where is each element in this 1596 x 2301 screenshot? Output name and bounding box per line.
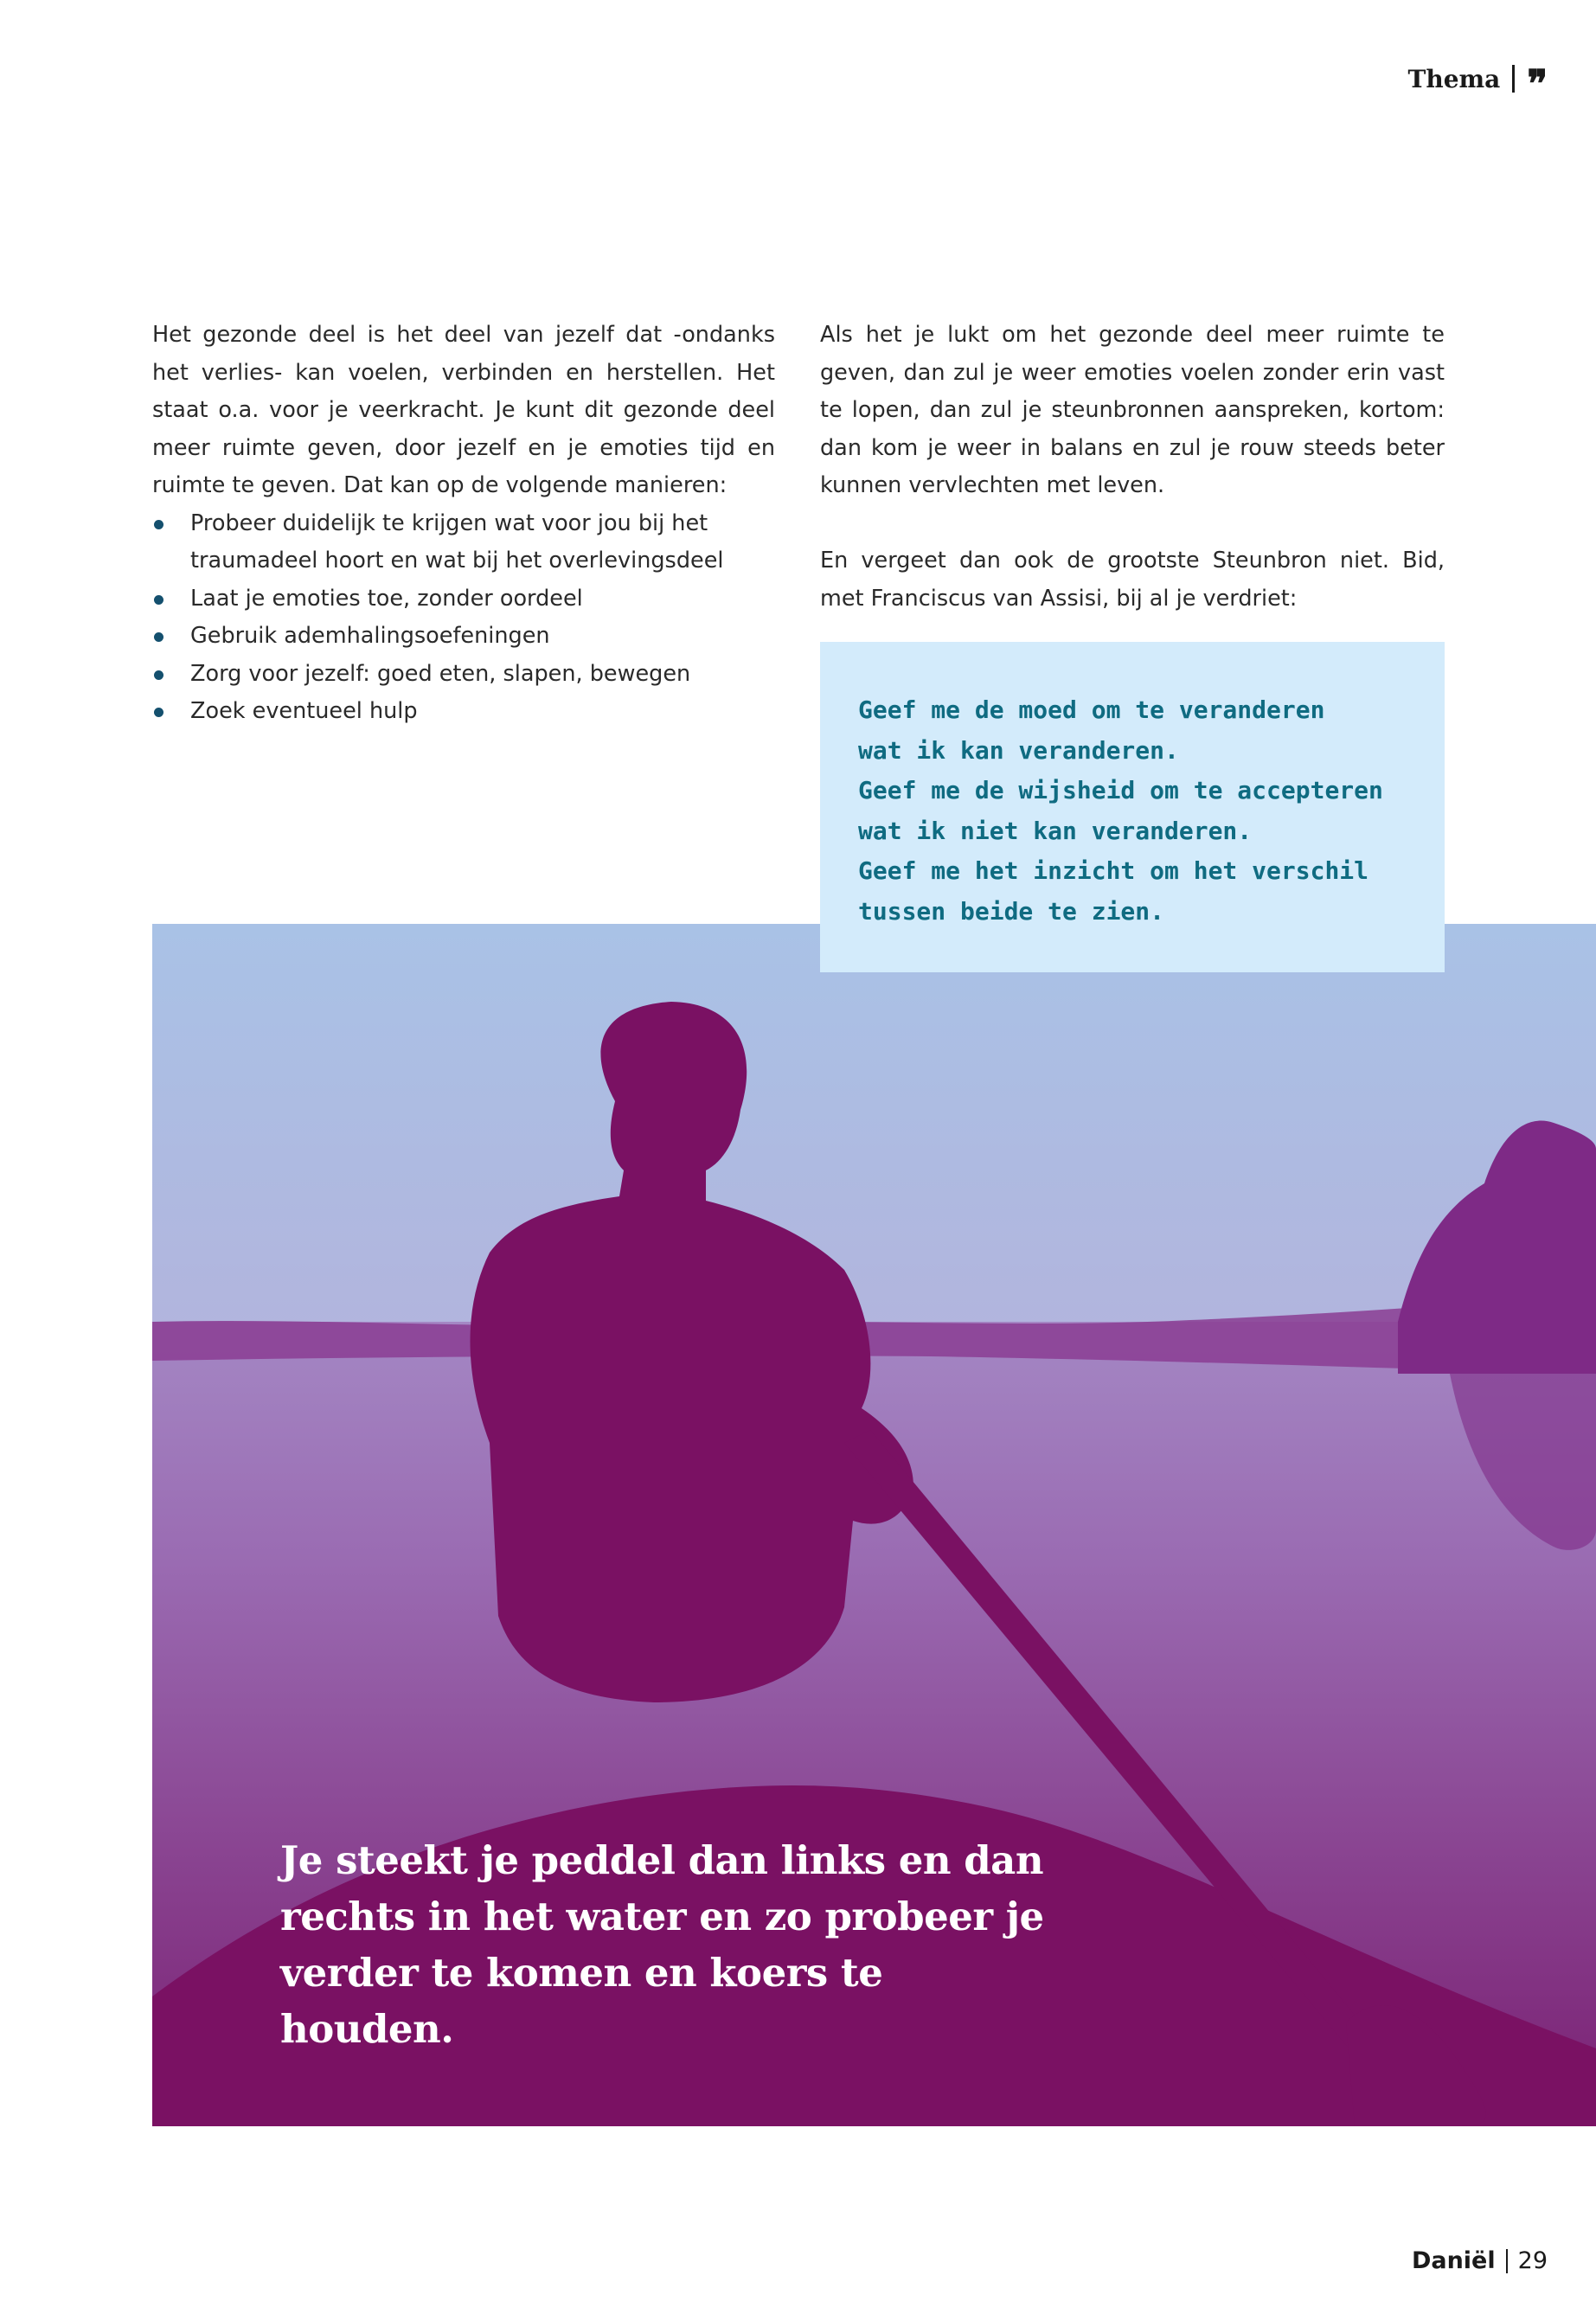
list-item: Laat je emoties toe, zonder oordeel <box>152 580 775 619</box>
page-header <box>1408 54 1548 104</box>
section-label: Thema <box>1407 64 1501 93</box>
prayer-line: Geef me de wijsheid om te accepteren <box>858 776 1383 804</box>
prayer-box <box>820 642 1445 972</box>
list-item: Zoek eventueel hulp <box>152 693 775 731</box>
photo-caption <box>280 1832 1059 2057</box>
prayer-line: wat ik kan veranderen. <box>858 735 1179 765</box>
page-footer <box>1412 2247 1548 2274</box>
caption-line: verder te komen en koers te houden. <box>280 1950 883 2052</box>
prayer-line: wat ik niet kan veranderen. <box>858 816 1253 845</box>
bullet-list <box>152 505 775 731</box>
paragraph-prayer-intro: En vergeet dan ook de grootste Steunbron niet. Bid, met Franciscus van Assisi, bij al je verdriet: <box>820 548 1445 612</box>
intro-paragraph: Het gezonde deel is het deel van jezelf dat -ondanks het verlies- kan voelen, verbinden en herstellen. Het staat o.a. voor je veerkracht. Je kunt dit gezonde deel meer ruimte geven, door jezelf en je emoties tijd en ruimte te geven. Dat kan op de volgende manieren: <box>152 322 775 498</box>
left-column <box>152 317 775 731</box>
prayer-line: Geef me de moed om te veranderen <box>858 695 1325 724</box>
caption-line: rechts in het water en zo probeer je <box>280 1894 1044 1939</box>
list-item: Probeer duidelijk te krijgen wat voor jou bij het traumadeel hoort en wat bij het overlevingsdeel <box>152 505 775 580</box>
paragraph-gap <box>820 505 1445 543</box>
page-number: 29 <box>1517 2247 1548 2274</box>
footer-divider <box>1506 2249 1508 2273</box>
paragraph-balance: Als het je lukt om het gezonde deel meer ruimte te geven, dan zul je weer emoties voelen zonder erin vast te lopen, dan zul je steunbronnen aanspreken, kortom: dan kom je weer in balans en zul je rouw steeds beter kunnen vervlechten met leven. <box>820 322 1445 498</box>
magazine-name: Daniël <box>1411 2247 1496 2274</box>
list-item: Gebruik ademhalingsoefeningen <box>152 618 775 656</box>
right-column <box>820 317 1445 618</box>
list-item: Zorg voor jezelf: goed eten, slapen, bewegen <box>152 656 775 694</box>
caption-line: Je steekt je peddel dan links en dan <box>280 1837 1044 1883</box>
prayer-line: tussen beide te zien. <box>858 896 1165 926</box>
prayer-line: Geef me het inzicht om het verschil <box>858 856 1369 885</box>
header-divider <box>1512 65 1515 93</box>
canoe-photo <box>152 924 1596 2126</box>
quote-marks-icon: ❞ <box>1527 62 1548 106</box>
